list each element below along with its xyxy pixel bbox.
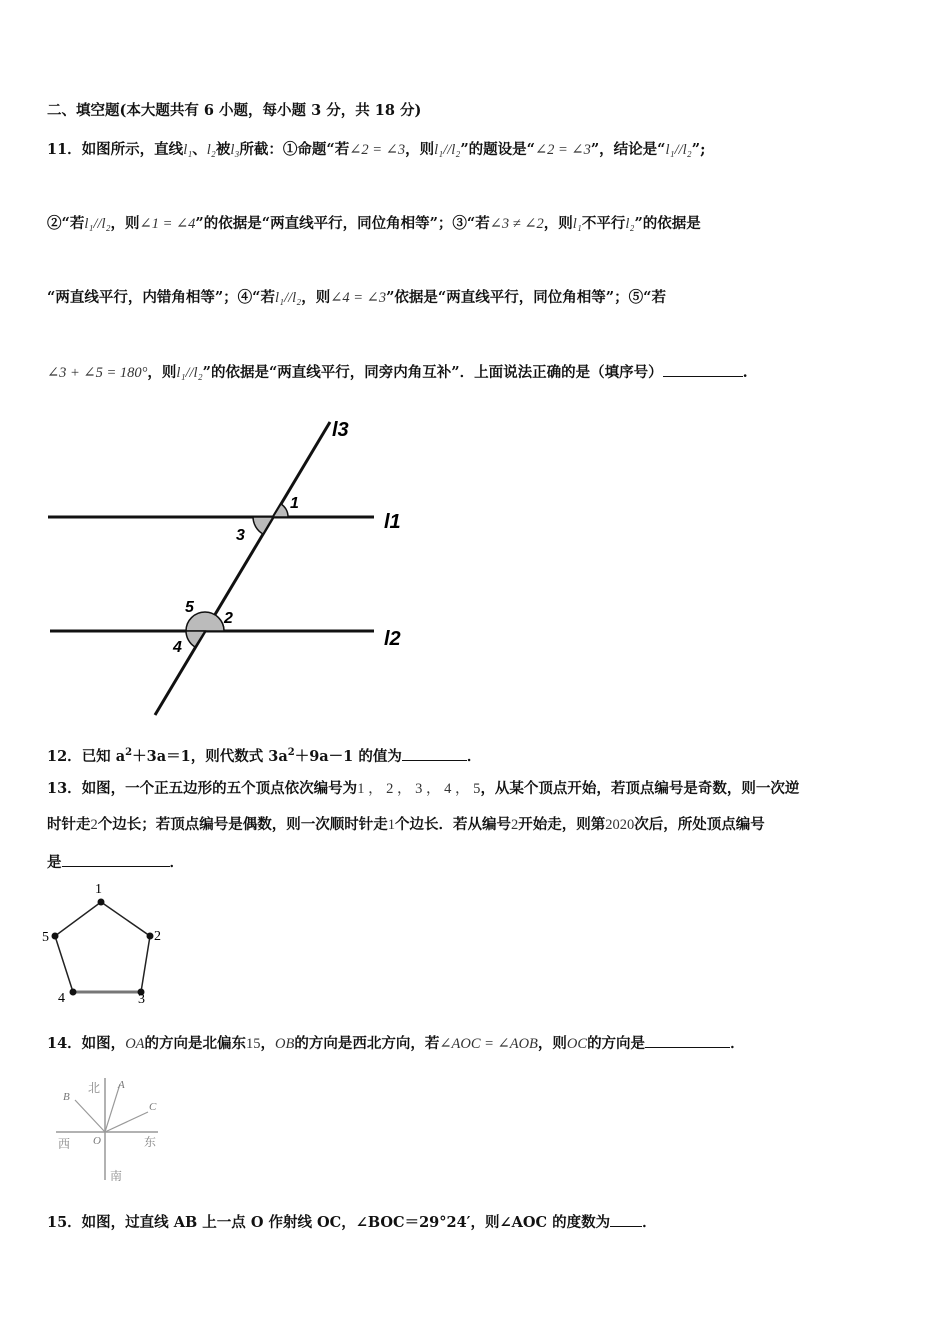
q11-text: ”的题设是“ (460, 141, 535, 158)
q14-text: ，则 (537, 1035, 567, 1052)
answer-blank[interactable] (62, 852, 170, 867)
q14-text: 的方向是 (587, 1035, 646, 1052)
label-A: A (118, 1079, 125, 1091)
q11-text: ，则 (110, 215, 140, 232)
math-angle: ∠1 = ∠4 (139, 216, 196, 232)
vertex-label-4: 4 (58, 991, 65, 1006)
q11-text: 如图所示，直线 (81, 141, 184, 158)
q14-text: ． (730, 1035, 745, 1052)
q13-text: 开始走，则第 (518, 816, 606, 833)
q12-line (47, 743, 481, 767)
q11-line-4 (47, 362, 748, 383)
q11-text: ”的依据是“两直线平行，同旁内角互补”．上面说法正确的是（填序号） (202, 364, 663, 381)
angle-4-arc (186, 631, 205, 647)
q11-text: ，则 (543, 215, 573, 232)
q13-line-3 (47, 852, 184, 873)
q14-text: 的方向是北偏东 (144, 1035, 247, 1052)
label-l2: l2 (384, 628, 401, 650)
q13-text: 如图，一个正五边形的五个顶点依次编号为 (81, 780, 358, 797)
q12-expr: a (115, 747, 126, 765)
question-number: 13． (47, 780, 82, 797)
q11-text: ”，结论是“ (590, 141, 666, 158)
section-title-text: 二、填空题(本大题共有 6 小题，每小题 3 分，共 18 分) (47, 102, 422, 119)
vertex-2 (147, 933, 154, 940)
label-B: B (63, 1091, 70, 1103)
math-ob: OB (275, 1036, 295, 1052)
angle-label-1: 1 (290, 495, 299, 512)
math-angle: ∠2 = ∠3 (349, 142, 406, 158)
math-parallel: l₁//l₂ (275, 290, 302, 306)
question-number: 11． (47, 141, 82, 158)
pentagon (55, 902, 150, 992)
q13-text: 次后，所处顶点编号 (634, 816, 765, 833)
math-l2: l₂ (625, 216, 635, 232)
q11-text: 不平行 (581, 215, 626, 232)
answer-blank[interactable] (645, 1033, 730, 1048)
q13-line-2 (47, 815, 765, 835)
angle-label-2: 2 (224, 610, 233, 627)
label-north: 北 (88, 1081, 101, 1095)
q11-line-3 (47, 288, 666, 308)
ray-ob (75, 1100, 105, 1132)
q13-text: 是 (47, 854, 62, 871)
math-angle: ∠4 = ∠3 (330, 290, 387, 306)
answer-blank[interactable] (610, 1212, 642, 1227)
label-east: 东 (144, 1135, 157, 1149)
angle-label-3: 3 (236, 527, 245, 544)
vertex-label-2: 2 (154, 929, 161, 944)
math-l3: l₃ (230, 142, 240, 158)
q15-text: ． (642, 1214, 657, 1231)
angle-3-arc (253, 517, 273, 534)
q13-number: 1 (387, 817, 395, 833)
q14-line (47, 1033, 745, 1054)
label-C: C (149, 1101, 157, 1113)
q11-text: ②“若 (47, 215, 85, 232)
question-number: 12． (47, 747, 82, 765)
q11-text: 所截：①命题“若 (239, 141, 350, 158)
q12-sup: 2 (287, 747, 295, 758)
q13-text: 时针走 (47, 816, 91, 833)
q14-text: 14．如图， (47, 1035, 126, 1052)
angle-1-arc (273, 504, 288, 517)
ray-oc (105, 1112, 148, 1132)
vertex-label-5: 5 (42, 930, 49, 945)
q12-sup: 2 (125, 747, 133, 758)
math-angle-condition: ∠AOC = ∠AOB (439, 1036, 538, 1052)
q11-line-1 (47, 140, 705, 160)
math-angle: ∠2 = ∠3 (535, 142, 591, 158)
q13-text: ． (169, 854, 184, 871)
math-degree: 15 (246, 1036, 261, 1052)
math-l2: l₂ (206, 142, 216, 158)
angle-label-4: 4 (173, 639, 182, 656)
q13-text: 个边长．若从编号 (395, 816, 511, 833)
answer-blank[interactable] (402, 746, 467, 761)
vertex-label-3: 3 (138, 992, 145, 1007)
q12-expr: ＋3a＝1，则代数式 3a (132, 747, 288, 765)
q14-text: ， (260, 1035, 276, 1052)
section-title (47, 101, 421, 121)
q14-text: 的方向是西北方向，若 (294, 1035, 440, 1052)
q11-text: ”的依据是 (634, 215, 701, 232)
q12-text: 已知 (81, 747, 111, 765)
q15-text: 15．如图，过直线 AB 上一点 O 作射线 OC，∠BOC＝29°24′，则∠AOC 的度数为 (47, 1214, 611, 1231)
vertex-label-1: 1 (95, 882, 102, 897)
q11-text: ”的依据是“两直线平行，同位角相等”；③“若 (195, 215, 490, 232)
q13-number: 2020 (605, 817, 635, 833)
math-parallel: l₁//l₂ (434, 142, 461, 158)
label-west: 西 (58, 1137, 71, 1151)
q11-text: “两直线平行，内错角相等”；④“若 (47, 289, 276, 306)
q12-expr: ＋9a－1 的值为 (294, 747, 402, 765)
q13-text: ，从某个顶点开始，若顶点编号是奇数，则一次逆 (480, 780, 800, 797)
math-parallel: l₁//l₂ (84, 216, 111, 232)
label-south: 南 (110, 1169, 123, 1183)
q11-line-2 (47, 214, 701, 234)
q11-text: 、 (192, 141, 207, 158)
math-oc: OC (566, 1036, 588, 1052)
label-l3: l3 (332, 419, 349, 441)
angle-label-5: 5 (185, 599, 194, 616)
answer-blank[interactable] (663, 362, 743, 377)
q11-figure (40, 410, 420, 730)
q14-compass-figure (50, 1072, 170, 1184)
q11-text: ，则 (147, 364, 177, 381)
math-angle: ∠3 ≠ ∠2 (489, 216, 544, 232)
vertex-4 (70, 989, 77, 996)
q13-number: 2 (90, 817, 98, 833)
q13-line-1 (47, 779, 799, 799)
math-parallel: l₁//l₂ (176, 365, 203, 381)
q11-text: ”依据是“两直线平行，同位角相等”；⑤“若 (386, 289, 666, 306)
q15-line (47, 1212, 657, 1233)
math-angle-sum: ∠3 + ∠5 = 180° (47, 365, 148, 381)
label-l1: l1 (384, 511, 401, 533)
label-O: O (93, 1135, 101, 1147)
q11-text: ，则 (301, 289, 331, 306)
q11-text: ”; (691, 141, 706, 158)
q13-text: 个边长；若顶点编号是偶数，则一次顺时针走 (97, 816, 388, 833)
ray-oa (105, 1084, 120, 1132)
math-oa: OA (125, 1036, 145, 1052)
math-l1: l₁ (572, 216, 582, 232)
q11-text: . (742, 364, 748, 381)
math-l1: l₁ (183, 142, 193, 158)
q13-number: 2 (511, 817, 519, 833)
vertex-1 (98, 899, 105, 906)
math-parallel: l₁//l₂ (665, 142, 692, 158)
q11-text: 被 (215, 141, 231, 158)
q12-text: ． (466, 747, 482, 765)
vertex-5 (52, 933, 59, 940)
q11-text: ，则 (405, 141, 435, 158)
q13-numbers: 1 ， 2 ， 3 ， 4 ， 5 (357, 781, 481, 797)
line-l3 (155, 422, 330, 715)
q13-pentagon-figure (38, 878, 178, 1008)
